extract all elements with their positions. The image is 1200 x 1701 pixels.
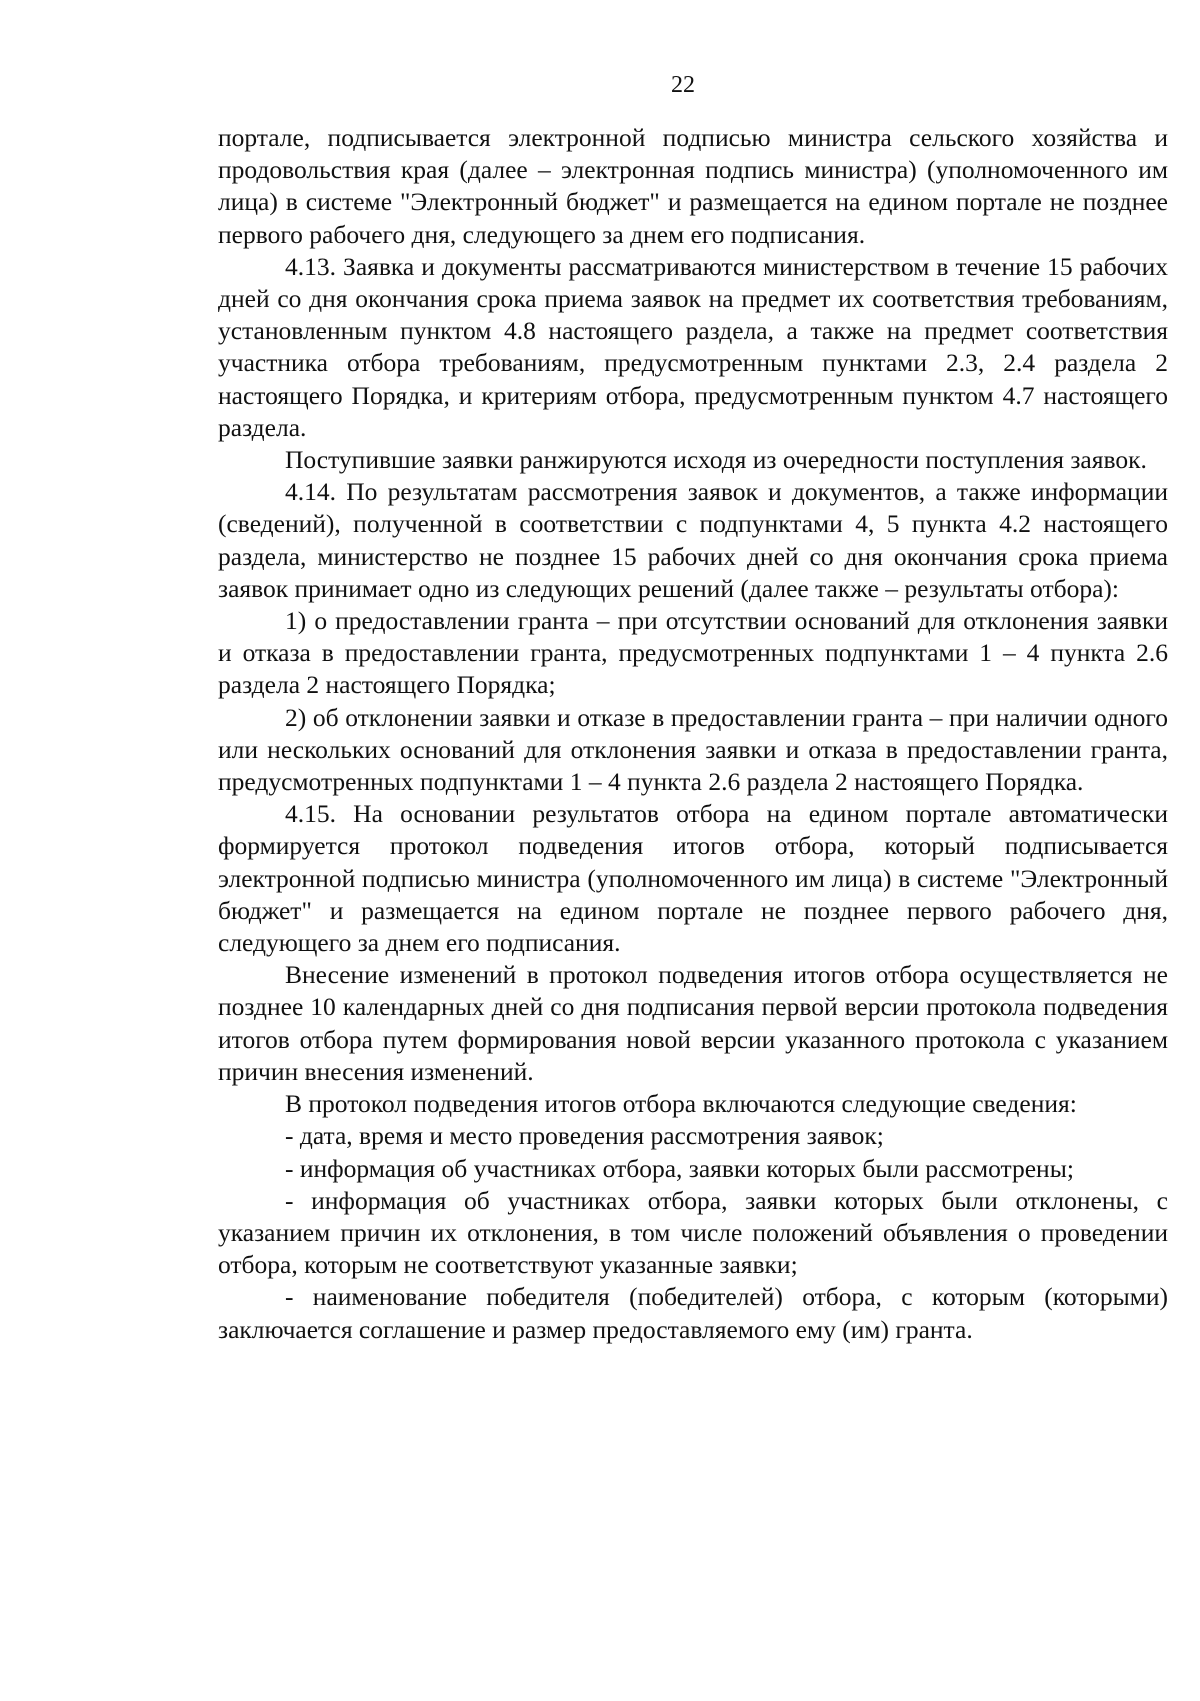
list-item-decision-2: 2) об отклонении заявки и отказе в предоставлении гранта – при наличии одного или нескольких оснований для отклонения заявки и отказа в предоставлении гранта, предусмотренных подпунктами 1 – 4 пункта 2.6 раздела 2 настоящего Порядка.: [218, 702, 1168, 797]
paragraph-4-15: 4.15. На основании результатов отбора на едином портале автоматически формируется протокол подведения итогов отбора, который подписывается электронной подписью министра (уполномоченного им лица) в системе "Электронный бюджет" и размещается на едином портале не позднее первого рабочего дня, следующего за днем его подписания.: [218, 799, 1168, 958]
paragraph-continuation: портале, подписывается электронной подписью министра сельского хозяйства и продовольствия края (далее – электронная подпись министра) (уполномоченного им лица) в системе "Электронный бюджет" и размещается на едином портале не позднее первого рабочего дня, следующего за днем его подписания.: [218, 123, 1168, 249]
page-number: 22: [671, 72, 695, 98]
paragraph-ranking: Поступившие заявки ранжируются исходя из очередности поступления заявок.: [285, 445, 1147, 475]
paragraph-4-13: 4.13. Заявка и документы рассматриваются министерством в течение 15 рабочих дней со дня окончания срока приема заявок на предмет их соответствия требованиям, установленным пунктом 4.8 настоящего раздела, а также на предмет соответствия участника отбора требованиям, предусмотренным пунктами 2.3, 2.4 раздела 2 настоящего Порядка, и критериям отбора, предусмотренным пунктом 4.7 настоящего раздела.: [218, 251, 1168, 442]
paragraph-4-14: 4.14. По результатам рассмотрения заявок и документов, а также информации (сведений), полученной в соответствии с подпунктами 4, 5 пункта 4.2 настоящего раздела, министерство не позднее 15 рабочих дней со дня окончания срока приема заявок принимает одно из следующих решений (далее также – результаты отбора):: [218, 477, 1168, 603]
list-item-reviewed-participants: - информация об участниках отбора, заявки которых были рассмотрены;: [285, 1153, 1074, 1183]
list-item-rejected-participants: - информация об участниках отбора, заявки которых были отклонены, с указанием причин их отклонения, в том числе положений объявления о проведении отбора, которым не соответствуют указанные заявки;: [218, 1185, 1168, 1280]
paragraph-protocol-changes: Внесение изменений в протокол подведения итогов отбора осуществляется не позднее 10 календарных дней со дня подписания первой версии протокола подведения итогов отбора путем формирования новой версии указанного протокола с указанием причин внесения изменений.: [218, 960, 1168, 1086]
document-body: [218, 122, 1168, 1346]
list-item-decision-1: 1) о предоставлении гранта – при отсутствии оснований для отклонения заявки и отказа в предоставлении гранта, предусмотренных подпунктами 1 – 4 пункта 2.6 раздела 2 настоящего Порядка;: [218, 606, 1168, 700]
paragraph-protocol-contents: В протокол подведения итогов отбора включаются следующие сведения:: [285, 1089, 1077, 1119]
list-item-date-time-place: - дата, время и место проведения рассмотрения заявок;: [285, 1121, 884, 1151]
list-item-winners: - наименование победителя (победителей) отбора, с которым (которыми) заключается соглашение и размер предоставляемого ему (им) гранта.: [218, 1282, 1168, 1344]
